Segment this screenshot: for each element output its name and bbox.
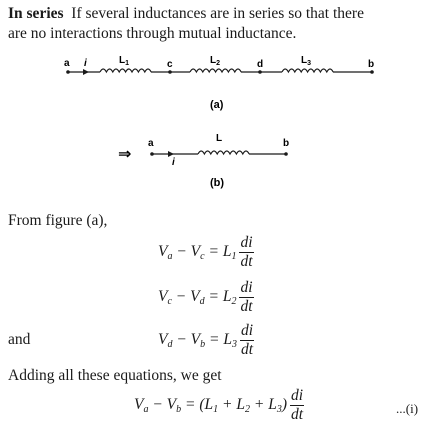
inductor-l1-coil: [100, 69, 151, 72]
intro-text-1: If several inductances are in series so that there: [71, 5, 364, 22]
current-label: i: [172, 157, 175, 168]
equation-1: [158, 235, 254, 269]
eq3-lhs: $V_d - V_b = L_3$: [158, 330, 237, 350]
inductor-l-coil: [198, 151, 249, 154]
adding-text: Adding all these equations, we get: [8, 367, 222, 384]
eq4-lhs: $V_a - V_b = (L_1 + L_2 + L_3)$: [134, 395, 288, 415]
current-arrow: [83, 69, 89, 75]
intro-text-2: are no interactions through mutual inductance.: [8, 25, 297, 42]
node-b-label: b: [283, 138, 290, 149]
eq2-lhs: $V_c - V_d = L_2$: [158, 287, 237, 307]
node-d-terminal: [258, 70, 262, 74]
node-b-terminal: [370, 70, 374, 74]
current-label: i: [84, 58, 87, 69]
figure-a-caption: (a): [210, 99, 224, 111]
figure-b-circuit: [0, 130, 437, 190]
node-c-terminal: [168, 70, 172, 74]
inductor-l2-coil: [190, 69, 241, 72]
node-c-label: c: [167, 59, 173, 70]
inductor-l-label: L: [216, 133, 223, 144]
node-a-label: a: [148, 138, 154, 149]
inductor-l3-coil: [282, 69, 333, 72]
node-b-label: b: [368, 59, 375, 70]
node-b-terminal: [284, 152, 288, 156]
equation-tag: ...(i): [396, 401, 419, 416]
equation-3: [158, 323, 254, 357]
and-label: and: [8, 331, 31, 348]
equation-4: [134, 388, 304, 422]
eq1-fraction: $\frac{di}{dt}$: [240, 234, 253, 270]
node-d-label: d: [257, 59, 264, 70]
node-a-label: a: [64, 58, 70, 69]
figure-b-caption: (b): [210, 177, 225, 189]
inductor-l3-label: $L_3$: [301, 55, 312, 67]
eq1-lhs: $V_a - V_c = L_1$: [158, 242, 237, 262]
from-figure-text: From figure (a),: [8, 212, 108, 229]
inductor-l2-label: $L_2$: [210, 55, 221, 67]
intro-line-1: [8, 6, 364, 22]
eq4-fraction: $\frac{di}{dt}$: [291, 387, 304, 423]
equation-2: [158, 280, 254, 314]
section-heading: In series: [8, 5, 64, 22]
eq2-fraction: $\frac{di}{dt}$: [240, 279, 253, 315]
equivalent-arrow: ⇒: [118, 146, 132, 163]
eq3-fraction: $\frac{di}{dt}$: [241, 322, 254, 358]
inductor-l1-label: $L_1$: [119, 55, 130, 67]
